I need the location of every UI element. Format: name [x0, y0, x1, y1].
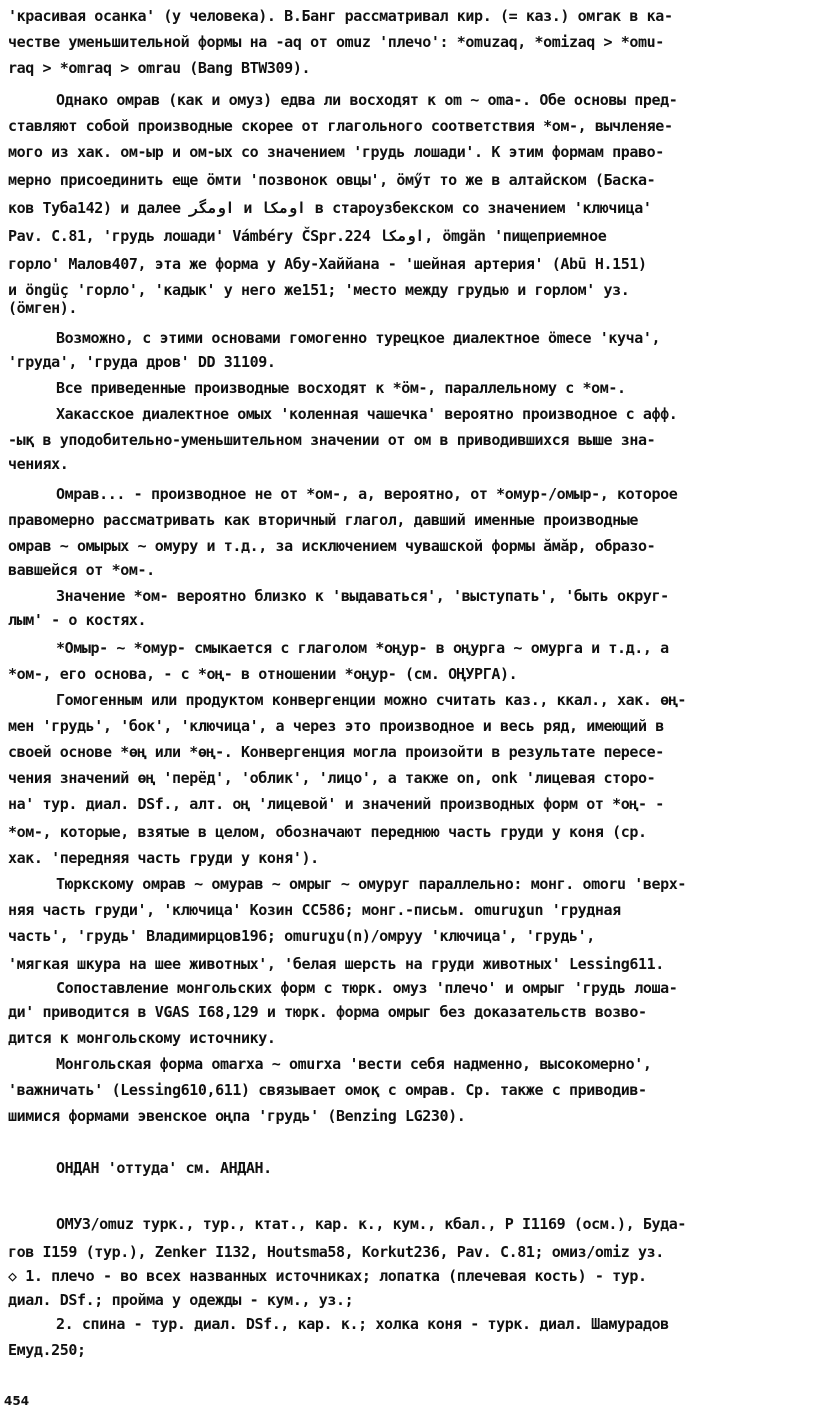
text-line: на' тур. диал. DSf., алт. оң 'лицевой' и значений производных форм от *оң- - [8, 795, 664, 813]
text-line: 'красивая осанка' (у человека). В.Банг рассматривал кир. (= каз.) омrак в ка- [8, 7, 673, 25]
paragraph-start: Значение *ом- вероятно близко к 'выдаваться', 'выступать', 'быть округ- [56, 587, 669, 605]
text-line: 'мягкая шкура на шее животных', 'белая шерсть на груди животных' Lessing611. [8, 955, 664, 973]
text-line: Pav. C.81, 'грудь лошади' Vámbéry ČSpr.224 اومکا, ömgän 'пищеприемное [8, 227, 607, 245]
text-line: омрав ~ омырых ~ омуру и т.д., за исключением чувашской формы ӑмӑр, образо- [8, 537, 656, 555]
text-line: дится к монгольскому источнику. [8, 1029, 276, 1047]
text-line: хак. 'передняя часть груди у коня'). [8, 849, 319, 867]
text-line: *ом-, которые, взятые в целом, обозначают переднюю часть груди у коня (ср. [8, 823, 647, 841]
text-line: 'важничать' (Lessing610,611) связывает омоқ с омрав. Ср. также с приводив- [8, 1081, 647, 1099]
text-line: ди' приводится в VGAS I68,129 и тюрк. форма омрыг без доказательств возво- [8, 1003, 647, 1021]
text-line: чения значений өң 'перёд', 'облик', 'лицо', а также on, onk 'лицевая сторо- [8, 769, 656, 787]
text-line: мен 'грудь', 'бок', 'ключица', а через это производное и весь ряд, имеющий в [8, 717, 664, 735]
paragraph-start: Хакасское диалектное омых 'коленная чашечка' вероятно производное с афф. [56, 405, 678, 423]
paragraph-start: Возможно, с этими основами гомогенно турецкое диалектное ömece 'куча', [56, 329, 661, 347]
text-line: ков Туба142) и далее اومگر и اومکا в староузбекском со значением 'ключица' [8, 199, 652, 217]
text-line: ставляют собой производные скорее от глагольного соответствия *ом-, вычленяе- [8, 117, 673, 135]
text-line: диал. DSf.; пройма у одежды - кум., уз.; [8, 1291, 354, 1309]
paragraph-start: *Омыр- ~ *омур- смыкается с глаголом *оңур- в оңурга ~ омурга и т.д., а [56, 639, 669, 657]
text-line: горло' Малов407, эта же форма у Абу-Хаййана - 'шейная артерия' (Abū H.151) [8, 255, 647, 273]
text-line: лым' - о костях. [8, 611, 147, 629]
text-line: ◇ 1. плечо - во всех названных источниках; лопатка (плечевая кость) - тур. [8, 1267, 647, 1285]
text-line: своей основе *өң или *өң-. Конвергенция могла произойти в результате пересе- [8, 743, 664, 761]
paragraph-start: Все приведенные производные восходят к *ӧм-, параллельному с *ом-. [56, 379, 626, 397]
text-line: мерно присоединить еще ӧмти 'позвонок овцы', ӧмӳт то же в алтайском (Баска- [8, 171, 656, 189]
page-number: 454 [4, 1394, 30, 1408]
text-line: шимися формами эвенское оңпа 'грудь' (Benzing LG230). [8, 1107, 466, 1125]
entry-heading-omuz: ОМУЗ/omuz турк., тур., ктат., кар. к., кум., кбал., P I1169 (осм.), Буда- [56, 1215, 687, 1233]
text-line: и öngüç 'горло', 'кадык' у него же151; 'место между грудью и горлом' уз. [8, 281, 630, 299]
paragraph-start: Однако омрав (как и омуз) едва ли восходят к om ~ oma-. Обе основы пред- [56, 91, 678, 109]
paragraph-start: 2. спина - тур. диал. DSf., кар. к.; холка коня - турк. диал. Шамурадов [56, 1315, 669, 1333]
paragraph-start: Омрав... - производное не от *ом-, а, вероятно, от *омур-/омыр-, которое [56, 485, 678, 503]
paragraph-start: Сопоставление монгольских форм с тюрк. омуз 'плечо' и омрыг 'грудь лоша- [56, 979, 678, 997]
entry-heading-ondan: ОНДАН 'оттуда' см. АНДАН. [56, 1159, 272, 1177]
text-line: честве уменьшительной формы на -aq от omuz 'плечо': *omuzaq, *omizaq > *omu- [8, 33, 664, 51]
text-line: *ом-, его основа, - с *оң- в отношении *оңур- (см. ОҢУРГА). [8, 665, 518, 683]
text-line: raq > *omraq > omrau (Bang BTW309). [8, 59, 311, 77]
paragraph-start: Монгольская форма omarxa ~ omurxa 'вести себя надменно, высокомерно', [56, 1055, 652, 1073]
paragraph-start: Тюркскому омрав ~ омурав ~ омрыг ~ омуруг параллельно: монг. omoru 'верх- [56, 875, 687, 893]
text-line: Емуд.250; [8, 1341, 86, 1359]
text-line: чениях. [8, 455, 69, 473]
text-line: 'груда', 'груда дров' DD 31109. [8, 353, 276, 371]
text-line: вавшейся от *ом-. [8, 561, 155, 579]
text-line: мого из хак. ом-ыр и ом-ых со значением 'грудь лошади'. К этим формам право- [8, 143, 664, 161]
text-line: правомерно рассматривать как вторичный глагол, давший именные производные [8, 511, 639, 529]
paragraph-start: Гомогенным или продуктом конвергенции можно считать каз., ккал., хак. өң- [56, 691, 687, 709]
text-line: няя часть груди', 'ключица' Козин CC586; монг.-письм. omuruɣun 'грудная [8, 901, 621, 919]
text-line: гов I159 (тур.), Zenker I132, Houtsma58, Korkut236, Pav. C.81; омиз/omiz уз. [8, 1243, 664, 1261]
text-line: часть', 'грудь' Владимирцов196; omuruɣu(n)/омруу 'ключица', 'грудь', [8, 927, 595, 945]
text-line: (ӧмген). [8, 299, 78, 317]
text-line: -ық в уподобительно-уменьшительном значении от ом в приводившихся выше зна- [8, 431, 656, 449]
